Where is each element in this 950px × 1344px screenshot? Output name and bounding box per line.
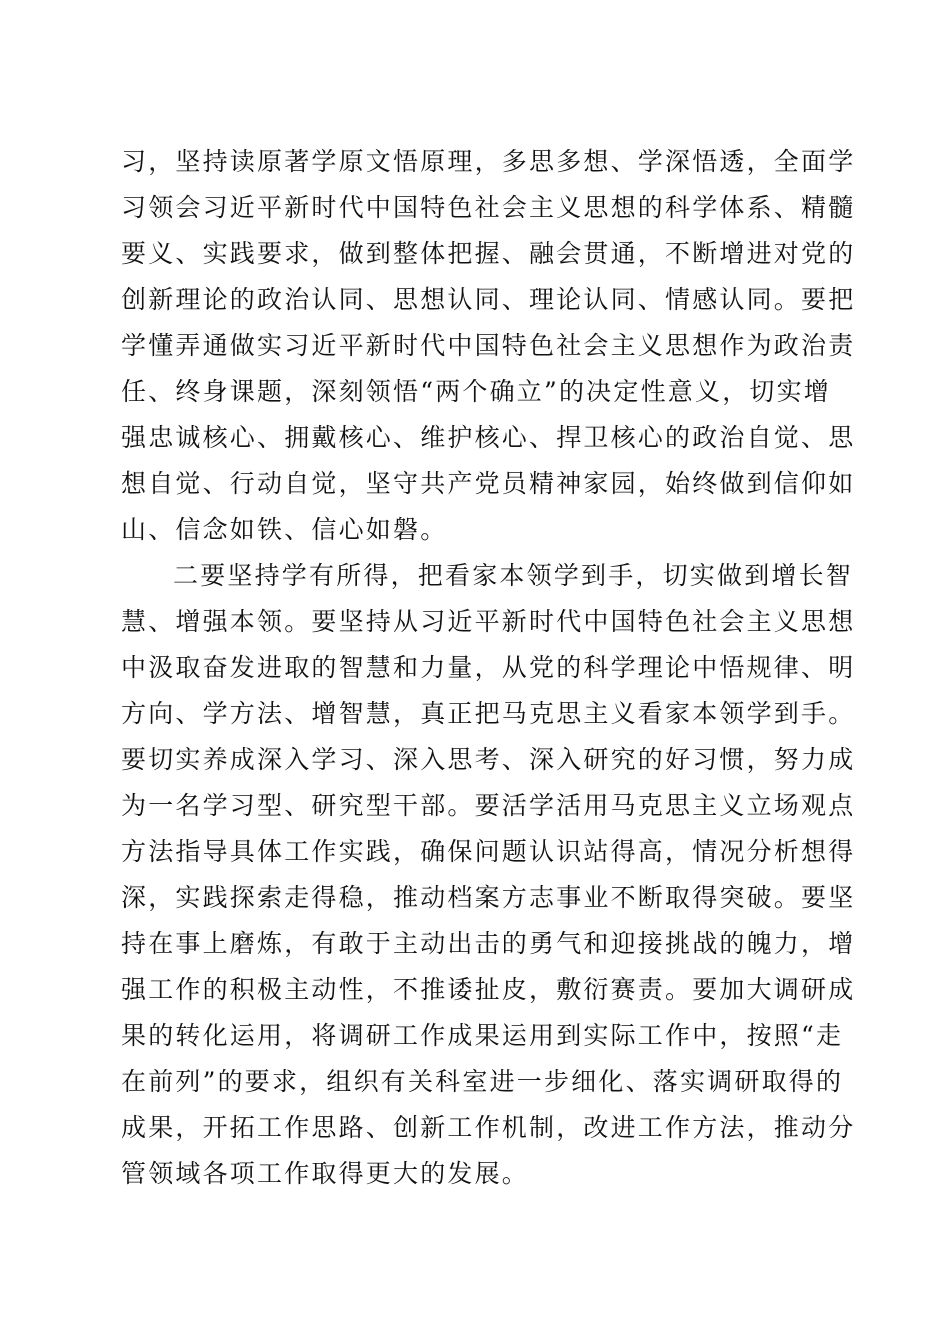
text-line: 持在事上磨炼，有敢于主动出击的勇气和迎接挑战的魄力，增 <box>121 929 856 958</box>
text-line: 成果，开拓工作思路、创新工作机制，改进工作方法，推动分 <box>121 1113 856 1142</box>
text-line: 方向、学方法、增智慧，真正把马克思主义看家本领学到手。 <box>121 699 856 728</box>
text-line: 在前列”的要求，组织有关科室进一步细化、落实调研取得的 <box>121 1067 844 1096</box>
paragraph-1 <box>121 139 856 553</box>
text-line: 强忠诚核心、拥戴核心、维护核心、捍卫核心的政治自觉、思 <box>121 423 856 452</box>
text-line: 二要坚持学有所得，把看家本领学到手，切实做到增长智 <box>173 561 854 590</box>
text-line: 为一名学习型、研究型干部。要活学活用马克思主义立场观点 <box>121 791 856 820</box>
text-line: 果的转化运用，将调研工作成果运用到实际工作中，按照“走 <box>121 1021 844 1050</box>
text-line: 慧、增强本领。要坚持从习近平新时代中国特色社会主义思想 <box>121 607 856 636</box>
document-body <box>121 139 856 1197</box>
text-line: 任、终身课题，深刻领悟“两个确立”的决定性意义，切实增 <box>121 377 831 406</box>
text-line: 方法指导具体工作实践，确保问题认识站得高，情况分析想得 <box>121 837 856 866</box>
paragraph-2 <box>121 553 856 1197</box>
text-line: 习领会习近平新时代中国特色社会主义思想的科学体系、精髓 <box>121 193 856 222</box>
text-line: 要切实养成深入学习、深入思考、深入研究的好习惯，努力成 <box>121 745 856 774</box>
text-line: 想自觉、行动自觉，坚守共产党员精神家园，始终做到信仰如 <box>121 469 856 498</box>
text-line: 习，坚持读原著学原文悟原理，多思多想、学深悟透，全面学 <box>121 147 856 176</box>
text-line: 管领域各项工作取得更大的发展。 <box>121 1159 530 1188</box>
text-line: 深，实践探索走得稳，推动档案方志事业不断取得突破。要坚 <box>121 883 856 912</box>
text-line: 强工作的积极主动性，不推诿扯皮，敷衍赛责。要加大调研成 <box>121 975 856 1004</box>
text-line: 创新理论的政治认同、思想认同、理论认同、情感认同。要把 <box>121 285 856 314</box>
text-line: 中汲取奋发进取的智慧和力量，从党的科学理论中悟规律、明 <box>121 653 856 682</box>
text-line: 山、信念如铁、信心如磐。 <box>121 515 448 544</box>
text-line: 要义、实践要求，做到整体把握、融会贯通，不断增进对党的 <box>121 239 856 268</box>
text-line: 学懂弄通做实习近平新时代中国特色社会主义思想作为政治责 <box>121 331 856 360</box>
